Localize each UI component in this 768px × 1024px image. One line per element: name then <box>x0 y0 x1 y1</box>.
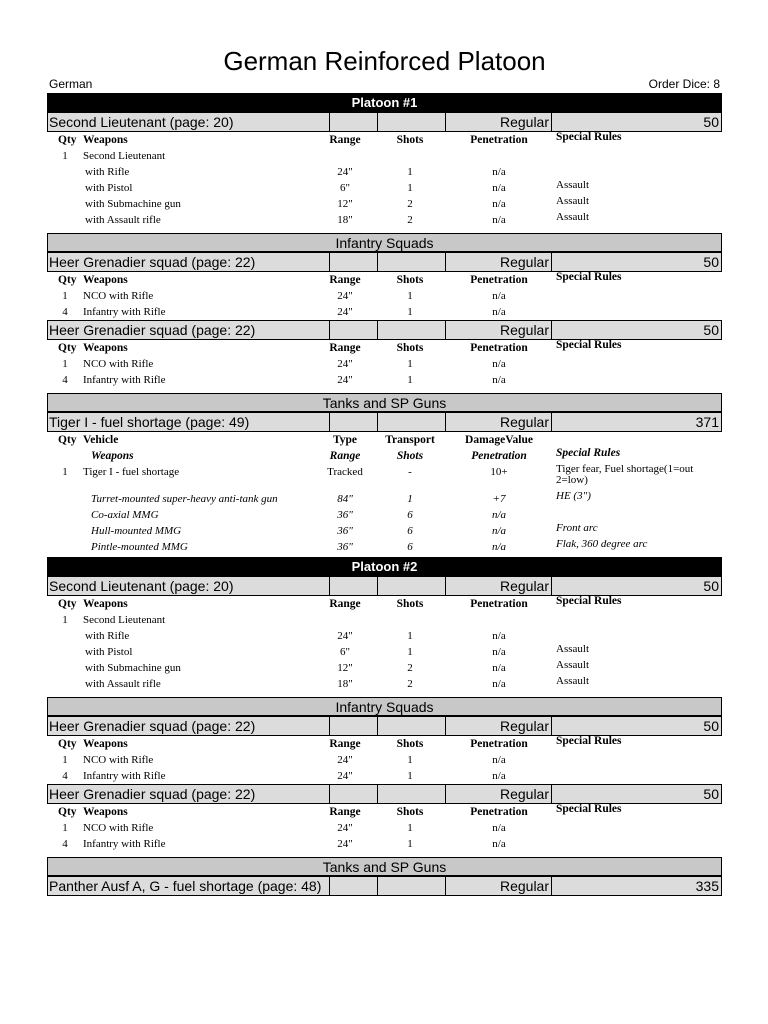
table-row <box>47 752 722 768</box>
army-list-sheet <box>47 93 722 896</box>
weapon-cell: Weapons <box>91 450 134 462</box>
shots-cell: 2 <box>407 198 413 210</box>
penetration-cell: Penetration <box>470 342 528 354</box>
unit-blank-cell <box>330 113 378 131</box>
vehicle-header-row <box>47 432 722 448</box>
qty-cell: 1 <box>62 614 68 626</box>
penetration-cell: n/a <box>492 662 506 674</box>
range-cell: Range <box>329 598 361 610</box>
section-header: Tanks and SP Guns <box>47 393 722 412</box>
unit-name: Heer Grenadier squad (page: 22) <box>48 321 330 339</box>
qty-cell: Qty <box>58 738 77 750</box>
unit-header <box>47 576 722 596</box>
shots-cell: 1 <box>407 770 413 782</box>
weapon-cell: Turret-mounted super-heavy anti-tank gun <box>91 493 278 505</box>
unit-table <box>47 432 722 555</box>
unit-header <box>47 412 722 432</box>
penetration-cell: +7 <box>492 493 506 505</box>
unit-experience: Regular <box>446 717 552 735</box>
range-cell: 24" <box>337 770 353 782</box>
shots-cell: 1 <box>407 290 413 302</box>
qty-cell: 4 <box>62 306 68 318</box>
weapon-cell: with Assault rifle <box>85 678 161 690</box>
unit-blank-cell <box>378 321 446 339</box>
vehicle-weapon-row <box>47 491 722 507</box>
page-title: German Reinforced Platoon <box>223 46 546 76</box>
unit-blank-cell <box>330 321 378 339</box>
unit-blank-cell <box>378 717 446 735</box>
special-rules-cell: Tiger fear, Fuel shortage(1=out 2=low) <box>556 463 694 486</box>
special-rules-cell: Special Rules <box>556 735 622 747</box>
special-rules-cell: Assault <box>556 195 589 207</box>
range-cell: 12" <box>337 662 353 674</box>
vehicle-weapons-header-row <box>47 448 722 464</box>
shots-cell: Shots <box>396 134 424 146</box>
range-cell: 12" <box>337 198 353 210</box>
table-row <box>47 372 722 388</box>
table-row <box>47 304 722 320</box>
penetration-cell: n/a <box>492 358 506 370</box>
special-rules-cell: Special Rules <box>556 271 622 283</box>
range-cell: Range <box>329 134 361 146</box>
range-cell: 24" <box>337 754 353 766</box>
weapon-cell: with Rifle <box>85 166 130 178</box>
qty-cell: 4 <box>62 770 68 782</box>
special-rules-cell: Assault <box>556 659 589 671</box>
range-cell: 84" <box>337 493 353 505</box>
shots-cell: 1 <box>407 374 413 386</box>
penetration-cell: n/a <box>492 838 506 850</box>
table-row <box>47 768 722 784</box>
unit-name: Heer Grenadier squad (page: 22) <box>48 785 330 803</box>
weapon-cell: Tiger I - fuel shortage <box>83 466 180 478</box>
penetration-cell: DamageValue <box>465 434 533 446</box>
qty-cell: Qty <box>58 342 77 354</box>
weapon-cell: with Rifle <box>85 630 130 642</box>
table-row <box>47 676 722 692</box>
penetration-cell: n/a <box>492 198 506 210</box>
table-header-row <box>47 736 722 752</box>
special-rules-cell: Assault <box>556 179 589 191</box>
table-row <box>47 288 722 304</box>
shots-cell: 2 <box>407 662 413 674</box>
range-cell: 24" <box>337 630 353 642</box>
unit-name: Second Lieutenant (page: 20) <box>48 113 330 131</box>
shots-cell: 1 <box>407 358 413 370</box>
section-header: Tanks and SP Guns <box>47 857 722 876</box>
range-cell: Range <box>329 806 361 818</box>
unit-points: 335 <box>695 878 719 894</box>
table-row <box>47 628 722 644</box>
weapon-cell: Weapons <box>83 342 128 354</box>
unit-experience: Regular <box>446 321 552 339</box>
special-rules-cell: Special Rules <box>556 595 622 607</box>
penetration-cell: n/a <box>492 646 506 658</box>
unit-table <box>47 340 722 388</box>
qty-cell: 4 <box>62 374 68 386</box>
unit-blank-cell <box>378 877 446 895</box>
unit-blank-cell <box>330 413 378 431</box>
penetration-cell: 10+ <box>490 466 508 478</box>
special-rules-cell: Flak, 360 degree arc <box>556 538 648 550</box>
table-header-row <box>47 340 722 356</box>
range-cell: 24" <box>337 358 353 370</box>
weapon-cell: with Submachine gun <box>85 662 181 674</box>
shots-cell: 1 <box>407 166 413 178</box>
vehicle-weapon-row <box>47 539 722 555</box>
special-rules-cell: Assault <box>556 643 589 655</box>
shots-cell: 1 <box>407 182 413 194</box>
shots-cell: 1 <box>407 754 413 766</box>
qty-cell: 1 <box>62 150 68 162</box>
weapon-cell: Second Lieutenant <box>83 150 166 162</box>
range-cell: 24" <box>337 166 353 178</box>
unit-table <box>47 132 722 228</box>
penetration-cell: Penetration <box>470 274 528 286</box>
weapon-cell: with Pistol <box>85 646 133 658</box>
section-header: Infantry Squads <box>47 697 722 716</box>
weapon-cell: Pintle-mounted MMG <box>91 541 188 553</box>
range-cell: 36" <box>337 525 353 537</box>
table-row <box>47 212 722 228</box>
qty-cell: 1 <box>62 358 68 370</box>
qty-cell: 1 <box>62 822 68 834</box>
range-cell: Tracked <box>327 466 363 478</box>
unit-experience: Regular <box>446 113 552 131</box>
weapon-cell: Infantry with Rifle <box>83 374 166 386</box>
unit-points: 371 <box>695 414 719 430</box>
penetration-cell: Penetration <box>470 738 528 750</box>
unit-experience: Regular <box>446 253 552 271</box>
shots-cell: 2 <box>407 214 413 226</box>
range-cell: 24" <box>337 822 353 834</box>
weapon-cell: Weapons <box>83 274 128 286</box>
weapon-cell: with Pistol <box>85 182 133 194</box>
range-cell: 36" <box>337 509 353 521</box>
shots-cell: - <box>408 466 412 478</box>
unit-table <box>47 804 722 852</box>
special-rules-cell: HE (3") <box>556 490 591 502</box>
platoon-header: Platoon #1 <box>47 93 722 112</box>
penetration-cell: Penetration <box>470 598 528 610</box>
range-cell: 18" <box>337 678 353 690</box>
shots-cell: Shots <box>396 450 424 462</box>
range-cell: Range <box>329 738 361 750</box>
platoon-header: Platoon #2 <box>47 557 722 576</box>
shots-cell: 6 <box>407 525 413 537</box>
weapon-cell: with Submachine gun <box>85 198 181 210</box>
unit-header <box>47 876 722 896</box>
weapon-cell: Weapons <box>83 806 128 818</box>
table-row <box>47 836 722 852</box>
shots-cell: 6 <box>407 541 413 553</box>
unit-name: Second Lieutenant (page: 20) <box>48 577 330 595</box>
order-dice-label: Order Dice: 8 <box>648 77 720 91</box>
special-rules-cell: Assault <box>556 211 589 223</box>
unit-experience: Regular <box>446 785 552 803</box>
weapon-cell: Infantry with Rifle <box>83 770 166 782</box>
weapon-cell: Weapons <box>83 738 128 750</box>
weapon-cell: Infantry with Rifle <box>83 306 166 318</box>
table-row <box>47 356 722 372</box>
table-row <box>47 180 722 196</box>
weapon-cell: Infantry with Rifle <box>83 838 166 850</box>
qty-cell: 1 <box>62 290 68 302</box>
unit-blank-cell <box>330 877 378 895</box>
unit-experience: Regular <box>446 413 552 431</box>
vehicle-row <box>47 464 722 491</box>
range-cell: 24" <box>337 838 353 850</box>
penetration-cell: n/a <box>492 182 506 194</box>
penetration-cell: n/a <box>492 306 506 318</box>
penetration-cell: n/a <box>492 374 506 386</box>
unit-experience: Regular <box>446 577 552 595</box>
unit-header <box>47 252 722 272</box>
penetration-cell: n/a <box>491 509 507 521</box>
weapon-cell: NCO with Rifle <box>83 358 154 370</box>
shots-cell: Shots <box>396 806 424 818</box>
table-row <box>47 164 722 180</box>
unit-table <box>47 736 722 784</box>
weapon-cell: Co-axial MMG <box>91 509 159 521</box>
unit-points: 50 <box>703 718 719 734</box>
section-header: Infantry Squads <box>47 233 722 252</box>
table-row <box>47 196 722 212</box>
range-cell: Range <box>329 274 361 286</box>
range-cell: 24" <box>337 374 353 386</box>
weapon-cell: Vehicle <box>83 434 119 446</box>
unit-blank-cell <box>378 253 446 271</box>
shots-cell: 1 <box>407 306 413 318</box>
nation-label: German <box>49 77 93 91</box>
table-header-row <box>47 804 722 820</box>
weapon-cell: Hull-mounted MMG <box>91 525 182 537</box>
range-cell: Range <box>329 342 361 354</box>
qty-cell: Qty <box>58 434 77 446</box>
unit-blank-cell <box>378 113 446 131</box>
unit-name: Tiger I - fuel shortage (page: 49) <box>48 413 330 431</box>
unit-blank-cell <box>378 577 446 595</box>
penetration-cell: n/a <box>492 166 506 178</box>
special-rules-cell: Special Rules <box>556 131 622 143</box>
penetration-cell: Penetration <box>470 134 528 146</box>
qty-cell: 1 <box>62 754 68 766</box>
unit-table <box>47 272 722 320</box>
unit-header <box>47 112 722 132</box>
penetration-cell: n/a <box>492 678 506 690</box>
table-row <box>47 148 722 164</box>
shots-cell: 1 <box>407 838 413 850</box>
qty-cell: Qty <box>58 598 77 610</box>
shots-cell: 1 <box>407 646 413 658</box>
range-cell: 6" <box>340 182 350 194</box>
unit-header <box>47 716 722 736</box>
special-rules-cell: Special Rules <box>556 447 621 459</box>
shots-cell: 1 <box>407 822 413 834</box>
penetration-cell: n/a <box>492 822 506 834</box>
penetration-cell: n/a <box>492 754 506 766</box>
unit-blank-cell <box>330 253 378 271</box>
range-cell: Type <box>332 434 358 446</box>
unit-points: 50 <box>703 254 719 270</box>
weapon-cell: NCO with Rifle <box>83 822 154 834</box>
unit-blank-cell <box>378 785 446 803</box>
range-cell: 24" <box>337 306 353 318</box>
weapon-cell: NCO with Rifle <box>83 290 154 302</box>
range-cell: 6" <box>340 646 350 658</box>
unit-blank-cell <box>378 413 446 431</box>
range-cell: 24" <box>337 290 353 302</box>
unit-name: Panther Ausf A, G - fuel shortage (page: 48) <box>48 877 330 895</box>
unit-table <box>47 596 722 692</box>
vehicle-weapon-row <box>47 523 722 539</box>
penetration-cell: Penetration <box>470 806 528 818</box>
unit-header <box>47 784 722 804</box>
table-row <box>47 612 722 628</box>
table-row <box>47 660 722 676</box>
shots-cell: Transport <box>385 434 435 446</box>
shots-cell: Shots <box>396 342 424 354</box>
unit-points: 50 <box>703 114 719 130</box>
unit-name: Heer Grenadier squad (page: 22) <box>48 253 330 271</box>
special-rules-cell: Special Rules <box>556 339 622 351</box>
shots-cell: Shots <box>396 274 424 286</box>
table-header-row <box>47 132 722 148</box>
weapon-cell: Weapons <box>83 598 128 610</box>
qty-cell: Qty <box>58 134 77 146</box>
unit-blank-cell <box>330 577 378 595</box>
qty-cell: Qty <box>58 274 77 286</box>
unit-header <box>47 320 722 340</box>
special-rules-cell: Assault <box>556 675 589 687</box>
special-rules-cell: Front arc <box>556 522 598 534</box>
table-header-row <box>47 596 722 612</box>
penetration-cell: n/a <box>492 770 506 782</box>
unit-points: 50 <box>703 322 719 338</box>
shots-cell: 6 <box>407 509 413 521</box>
unit-points: 50 <box>703 578 719 594</box>
unit-blank-cell <box>330 785 378 803</box>
range-cell: Range <box>329 450 361 462</box>
range-cell: 36" <box>337 541 353 553</box>
weapon-cell: Weapons <box>83 134 128 146</box>
shots-cell: 1 <box>407 630 413 642</box>
qty-cell: Qty <box>58 806 77 818</box>
range-cell: 18" <box>337 214 353 226</box>
unit-points: 50 <box>703 786 719 802</box>
vehicle-weapon-row <box>47 507 722 523</box>
weapon-cell: Second Lieutenant <box>83 614 166 626</box>
special-rules-cell: Special Rules <box>556 803 622 815</box>
shots-cell: 2 <box>407 678 413 690</box>
weapon-cell: with Assault rifle <box>85 214 161 226</box>
unit-blank-cell <box>330 717 378 735</box>
penetration-cell: n/a <box>491 525 507 537</box>
table-row <box>47 644 722 660</box>
qty-cell: 4 <box>62 838 68 850</box>
penetration-cell: Penetration <box>471 450 527 462</box>
shots-cell: Shots <box>396 738 424 750</box>
unit-experience: Regular <box>446 877 552 895</box>
table-header-row <box>47 272 722 288</box>
penetration-cell: n/a <box>492 290 506 302</box>
unit-name: Heer Grenadier squad (page: 22) <box>48 717 330 735</box>
penetration-cell: n/a <box>492 630 506 642</box>
penetration-cell: n/a <box>492 214 506 226</box>
penetration-cell: n/a <box>491 541 507 553</box>
shots-cell: Shots <box>396 598 424 610</box>
qty-cell: 1 <box>62 466 68 478</box>
shots-cell: 1 <box>407 493 413 505</box>
weapon-cell: NCO with Rifle <box>83 754 154 766</box>
table-row <box>47 820 722 836</box>
